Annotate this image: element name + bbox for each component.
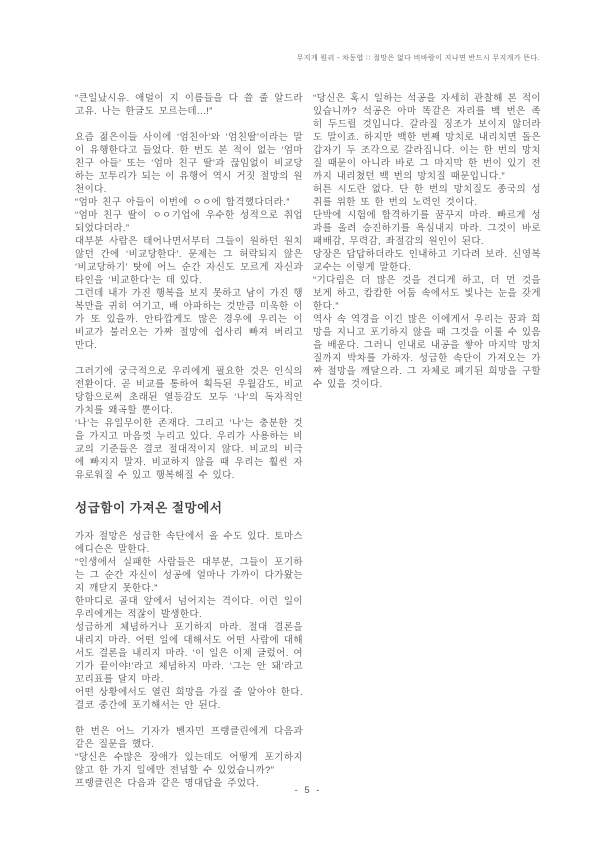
paragraph: “엄마 친구 딸이 ㅇㅇ기업에 우수한 성적으로 취업되었다더라.” xyxy=(75,210,303,234)
paragraph: “당신은 혹시 일하는 석공을 자세히 관찰해 본 적이 있습니까? 석공은 아마 똑같은 자리를 백 번은 족히 두드릴 것입니다. 갈라질 징조가 보이지 않더라도 말이죠. 하지만 백한 번째 망치로 내리치면 돌은 갑자기 두 조각으로 갈라집니다. 이는 한 번의 망치질 때문이 아니라 바로 그 마지막 한 번이 있기 전까지 내리쳤던 백 번의 망치질 때문입니다.” xyxy=(313,93,541,182)
paragraph: 한 번은 어느 기자가 벤자민 프랭클린에게 다음과 같은 질문을 했다. xyxy=(75,726,303,750)
two-column-body xyxy=(75,92,541,790)
paragraph: 가자 절망은 성급한 속단에서 올 수도 있다. 토마스 에디슨은 말한다. xyxy=(75,531,303,555)
paragraph: ‘나’는 유일무이한 존재다. 그리고 ‘나’는 충분한 것을 가지고 마음껏 누리고 있다. 우리가 사용하는 비교의 기준들은 결코 절대적이지 않다. 비교의 비극에 빠지지 말자. 비교하지 않을 때 우리는 훨씬 자유로워질 수 있고 행복해질 수 있다. xyxy=(75,418,303,481)
paragraph: 요즘 젊은이들 사이에 ‘엄친아’와 ‘엄친딸’이라는 말이 유행한다고 들었다. 한 번도 본 적이 없는 ‘엄마 친구 아들’ 또는 ‘엄마 친구 딸’과 끊임없이 비교당하는 꼬투리가 되는 이 유행어 역시 거짓 절망의 원천이다. xyxy=(75,132,303,195)
paragraph: 그러기에 궁극적으로 우리에게 필요한 것은 인식의 전환이다. 곧 비교를 통하여 획득된 우월감도, 비교당함으로써 초래된 열등감도 모두 ‘나’의 독자적인 가치를 왜곡할 뿐이다. xyxy=(75,366,303,416)
paragraph: 역사 속 역경을 이긴 많은 이에게서 우리는 꿈과 희망을 지니고 포기하지 않을 때 그것을 이룰 수 있음을 배운다. 그러니 인내로 내공을 쌓아 마지막 망치질까지 박차를 가하자. 성급한 속단이 가져오는 가짜 절망을 깨달으라. 그 자체로 폐기된 희망을 구할 수 있을 것이다. xyxy=(313,314,541,390)
paragraph: 단박에 시험에 합격하기를 꿈꾸지 마라. 빠르게 성과를 올려 승진하기를 욕심내지 마라. 그것이 바로 패배감, 무력감, 좌절감의 원인이 된다. xyxy=(313,210,541,247)
left-column xyxy=(75,92,303,790)
section-heading: 성급함이 가져온 절망에서 xyxy=(75,501,223,515)
paragraph: 당장은 답답하더라도 인내하고 기다려 보라. 신영복 교수는 이렇게 말한다. xyxy=(313,249,541,273)
running-header: 무지개 원리 - 차동엽 ∷ 절망은 없다 비바람이 지나면 반드시 무지개가 뜬다. xyxy=(296,55,540,62)
paragraph: 프랭클린은 다음과 같은 명대답을 주었다. xyxy=(75,778,260,789)
paragraph: “인생에서 실패한 사람들은 대부분, 그들이 포기하는 그 순간 자신이 성공에 얼마나 가까이 다가왔는지 깨닫지 못한다.” xyxy=(75,557,303,594)
paragraph: 대부분 사람은 태어나면서부터 그들이 원하던 원치 않던 간에 ‘비교당한다’. 문제는 그 허락되지 않은 ‘비교당하기’ 탓에 어느 순간 자신도 모르게 자신과 타인을 ‘비교한다’는 데 있다. xyxy=(75,236,303,286)
page-number: - 5 - xyxy=(294,785,322,796)
paragraph: 허튼 시도란 없다. 단 한 번의 망치질도 종국의 성취를 위한 또 한 번의 노력인 것이다. xyxy=(313,184,541,208)
paragraph: 성급하게 체념하거나 포기하지 마라. 절대 결론을 내리지 마라. 어떤 일에 대해서도 어떤 사람에 대해서도 결론을 내리지 마라. ‘이 일은 이제 글렀어. 여기가 끝이야!’라고 체념하지 마라. ‘그는 안 돼’라고 꼬리표를 달지 마라. xyxy=(75,622,303,685)
paragraph: 그런데 내가 가진 행복을 보지 못하고 남이 가진 행복만을 귀히 여기고, 배 아파하는 것만큼 미욱한 이가 또 있을까. 안타깝게도 많은 경우에 우리는 이 비교가 불러오는 가짜 절망에 쉽사리 빠져 버리고 만다. xyxy=(75,288,303,351)
right-column xyxy=(313,92,541,391)
paragraph: “큰일났시유. 애덜이 지 이름들을 다 쓸 줄 알드라고유. 나는 한글도 모르는데...!” xyxy=(75,93,303,117)
paragraph: “기다림은 더 많은 것을 견디게 하고, 더 먼 것을 보게 하고, 캄캄한 어둠 속에서도 빛나는 눈을 갖게 한다.” xyxy=(313,275,541,312)
paragraph: 한마디로 골대 앞에서 넘어지는 격이다. 이런 일이 우리에게는 적잖이 발생한다. xyxy=(75,596,303,620)
paragraph: “엄마 친구 아들이 이번에 ㅇㅇ에 합격했다더라.” xyxy=(75,197,290,208)
paragraph: 어떤 상황에서도 열린 희망을 가질 줄 알아야 한다. 결코 중간에 포기해서는 안 된다. xyxy=(75,687,303,711)
paragraph: “당신은 수많은 장애가 있는데도 어떻게 포기하지 않고 한 가지 일에만 전념할 수 있었습니까?” xyxy=(75,752,303,776)
